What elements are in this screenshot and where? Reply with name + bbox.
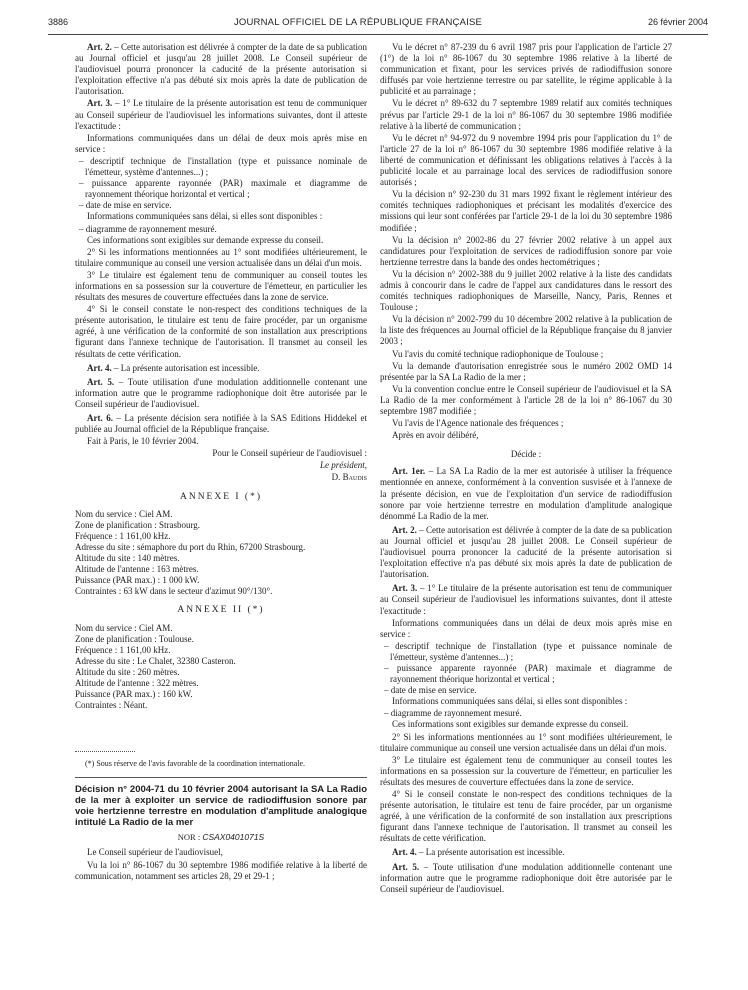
journal-title: JOURNAL OFFICIEL DE LA RÉPUBLIQUE FRANÇAISE xyxy=(233,16,483,28)
list-item: – date de mise en service. xyxy=(79,200,172,211)
signature-name: D. Baudis xyxy=(331,472,367,483)
vu-paragraph: Vu le décret n° 87-239 du 6 avril 1987 pris pour l'application de l'article 27 (1°) de la loi n° 86-1067 du 30 septembre 1986 relative à la liberté de communication et fixant, pour les services privés de radiodiffusion sonore diffusés par voie hertzienne terrestre ou par satellite, le régime applicable à la publicité et au parrainage ; xyxy=(380,42,672,97)
list-item: – puissance apparente rayonnée (PAR) maximale et diagramme de rayonnement théorique horizontal et vertical ; xyxy=(384,662,672,685)
article-5: Art. 5. – Toute utilisation d'une modulation additionnelle contenant une information autre que le programme radiophonique doit être autorisée par le Conseil supérieur de l'audiovisuel. xyxy=(380,861,672,894)
vu-paragraph: Vu la décision n° 92-230 du 31 mars 1992 fixant le règlement intérieur des comités techniques radiophoniques et précisant les modalités d'exercice des missions qui leur sont conférées par l'article 29-1 de la loi du 30 septembre 1986 modifiée ; xyxy=(380,189,672,233)
list-item: Adresse du site : sémaphore du port du Rhin, 67200 Strasbourg. xyxy=(75,541,306,552)
vu-paragraph: Vu la décision n° 2002-86 du 27 février 2002 relative à un appel aux candidatures pour l'exploitation de services de radiodiffusion sonore par voie hertzienne terrestre dans la bande des ondes hectométriques ; xyxy=(380,234,672,267)
annexe-2-title: ANNEXE II (*) xyxy=(177,605,265,616)
list-item: – puissance apparente rayonnée (PAR) maximale et diagramme de rayonnement théorique horizontal et vertical ; xyxy=(79,178,367,200)
annexe-2-list xyxy=(75,623,367,712)
list-item: Altitude de l'antenne : 163 mètres. xyxy=(75,564,199,575)
article-3: Art. 3. – 1° Le titulaire de la présente autorisation est tenu de communiquer au Conseil supérieur de l'audiovisuel les informations suivantes, dont il atteste l'exactitude : xyxy=(380,583,672,616)
vu-paragraph: Vu l'avis du comité technique radiophonique de Toulouse ; xyxy=(392,348,604,359)
list-item: Adresse du site : Le Chalet, 32380 Casteron. xyxy=(75,655,236,666)
list-item: Puissance (PAR max.) : 160 kW. xyxy=(75,689,193,700)
list-item: Altitude du site : 140 mètres. xyxy=(75,553,180,564)
list-item: – diagramme de rayonnement mesuré. xyxy=(79,223,217,234)
list-item: Contraintes : Néant. xyxy=(75,700,148,711)
vu-paragraph: Vu l'avis de l'Agence nationale des fréquences ; xyxy=(392,418,564,429)
info-two-months: Informations communiquées dans un délai de deux mois après mise en service : xyxy=(75,132,367,154)
article-1: Art. 1er. – La SA La Radio de la mer est autorisée à utiliser la fréquence mentionnée en annexe, conformément à la convention susvisée et à l'annexe de la présente décision, en vue de l'exploitation d'un service de radiodiffusion sonore par voie hertzienne terrestre en modulation d'amplitude analogique dénommé La Radio de la mer. xyxy=(380,466,672,521)
decision-title: Décision n° 2004-71 du 10 février 2004 autorisant la SA La Radio de la mer à exploiter un service de radiodiffusion sonore par voie hertzienne terrestre en modulation d'amplitude analogique intitulé La Radio de la mer xyxy=(75,784,367,829)
paragraph-3: 3° Le titulaire est également tenu de communiquer au conseil toutes les informations en sa possession sur la couverture de l'émetteur, en particulier les résultats des mesures de couverture effectuées dans la zone de service. xyxy=(380,754,672,787)
list-item: – date de mise en service. xyxy=(384,685,477,696)
list-item: Zone de planification : Toulouse. xyxy=(75,633,194,644)
vu-paragraph: Vu la décision n° 2002-799 du 10 décembre 2002 relative à la publication de la liste des fréquences au Journal officiel de la République française du 8 janvier 2003 ; xyxy=(380,314,672,347)
decide-heading: Décide : xyxy=(510,449,542,460)
list-item: Fréquence : 1 161,00 kHz. xyxy=(75,644,171,655)
article-2: Art. 2. – Cette autorisation est délivrée à compter de la date de sa publication au Journal officiel et jusqu'au 28 juillet 2008. Le Conseil supérieur de l'audiovisuel pourra prononcer la caducité de la présente autorisation si l'exploitation effective n'a pas débuté six mois après la date de publication de l'autorisation. xyxy=(380,524,672,580)
info-on-demand: Ces informations sont exigibles sur demande expresse du conseil. xyxy=(392,719,629,730)
right-column xyxy=(380,42,672,990)
page-number: 3886 xyxy=(48,17,69,27)
vu-paragraph: Vu la décision n° 2002-388 du 9 juillet 2002 relative à la liste des candidats admis à concourir dans le cadre de l'appel aux candidatures dans le ressort des comités techniques radiophoniques de Marseille, Nancy, Paris, Rennes et Toulouse ; xyxy=(380,268,672,313)
apres-deliberation: Après en avoir délibéré, xyxy=(392,430,479,441)
list-item: Puissance (PAR max.) : 1 000 kW. xyxy=(75,575,200,586)
list-item: Altitude de l'antenne : 322 mètres. xyxy=(75,677,199,688)
list-item: – descriptif technique de l'installation (type et puissance nominale de l'émetteur, système d'antennes...) ; xyxy=(79,155,367,178)
article-2: Art. 2. – Cette autorisation est délivrée à compter de la date de sa publication au Journal officiel et jusqu'au 28 juillet 2008. Le Conseil supérieur de l'audiovisuel pourra prononcer la caducité de la présente autorisation si l'exploitation effective n'a pas débuté six mois après la date de publication de l'autorisation. xyxy=(75,42,367,97)
paragraph-2: 2° Si les informations mentionnées au 1° sont modifiées ultérieurement, le titulaire communique au conseil une version actualisée dans un délai d'un mois. xyxy=(380,731,672,753)
vu-paragraph: Vu le décret n° 89-632 du 7 septembre 1989 relatif aux comités techniques prévus par l'article 29-1 de la loi n° 86-1067 du 30 septembre 1986 modifiée relative à la liberté de communication ; xyxy=(380,98,672,131)
section-divider xyxy=(75,777,367,778)
article-5: Art. 5. – Toute utilisation d'une modulation additionnelle contenant une information autre que le programme radiophonique doit être autorisée par le Conseil supérieur de l'audiovisuel. xyxy=(75,376,367,409)
page-header xyxy=(48,14,708,30)
article-4: Art. 4. – La présente autorisation est incessible. xyxy=(392,847,565,858)
list-item: Nom du service : Ciel AM. xyxy=(75,622,173,633)
vu-paragraph: Vu le décret n° 94-972 du 9 novembre 1994 pris pour l'application du 1° de l'article 27 de la loi n° 86-1067 du 30 septembre 1986 modifiée relative à la liberté de communication et définissant les obligations relatives à l'accès à la publicité locale et au parrainage local des services de radiodiffusion sonore autorisés ; xyxy=(380,132,672,188)
le-conseil: Le Conseil supérieur de l'audiovisuel, xyxy=(87,847,223,858)
signature-date: Fait à Paris, le 10 février 2004. xyxy=(87,436,199,447)
annexe-1-title: ANNEXE I (*) xyxy=(179,491,263,502)
list-item: Zone de planification : Strasbourg. xyxy=(75,519,201,530)
vu-paragraph: Vu la convention conclue entre le Conseil supérieur de l'audiovisuel et la SA La Radio de la mer conformément à l'article 28 de la loi n° 86-1067 du 30 septembre 1987 modifiée ; xyxy=(380,383,672,416)
article-4: Art. 4. – La présente autorisation est incessible. xyxy=(87,362,260,373)
annexe-1-list xyxy=(75,509,367,598)
info-two-months: Informations communiquées dans un délai de deux mois après mise en service : xyxy=(380,617,672,639)
paragraph-2: 2° Si les informations mentionnées au 1° sont modifiées ultérieurement, le titulaire communique au conseil une version actualisée dans un délai d'un mois. xyxy=(75,246,367,268)
nor-reference: NOR : CSAX0401071S xyxy=(177,832,265,843)
info-on-demand: Ces informations sont exigibles sur demande expresse du conseil. xyxy=(87,234,324,245)
list-item: Contraintes : 63 kW dans le secteur d'azimut 90°/130°. xyxy=(75,586,273,597)
info-immediate: Informations communiquées sans délai, si elles sont disponibles : xyxy=(392,696,628,707)
info-immediate: Informations communiquées sans délai, si elles sont disponibles : xyxy=(87,211,323,222)
publication-date: 26 février 2004 xyxy=(647,17,708,27)
header-rule xyxy=(48,34,708,35)
paragraph-3: 3° Le titulaire est également tenu de communiquer au conseil toutes les informations en sa possession sur la couverture de l'émetteur, en particulier les résultats des mesures de couverture effectuées dans la zone de service. xyxy=(75,269,367,303)
article-3: Art. 3. – 1° Le titulaire de la présente autorisation est tenu de communiquer au Conseil supérieur de l'audiovisuel les informations suivantes, dont il atteste l'exactitude : xyxy=(75,98,367,131)
signature-for: Pour le Conseil supérieur de l'audiovisuel : xyxy=(212,448,367,459)
list-item: Altitude du site : 260 mètres. xyxy=(75,666,180,677)
vu-loi: Vu la loi n° 86-1067 du 30 septembre 1986 modifiée relative à la liberté de communication, notamment ses articles 28, 29 et 29-1 ; xyxy=(75,859,367,881)
article-6: Art. 6. – La présente décision sera notifiée à la SAS Editions Hiddekel et publiée au Journal officiel de la République française. xyxy=(75,413,367,435)
vu-paragraph: Vu la demande d'autorisation enregistrée sous le numéro 2002 OMD 14 présentée par la SA La Radio de la mer ; xyxy=(380,360,672,382)
list-item: Nom du service : Ciel AM. xyxy=(75,508,173,519)
paragraph-4: 4° Si le conseil constate le non-respect des conditions techniques de la présente autorisation, le titulaire est tenu de faire procéder, par un organisme agréé, à une vérification de la conformité de son installation aux prescriptions figurant dans l'annexe technique de l'autorisation. Il transmet au conseil les résultats de cette vérification. xyxy=(75,304,367,359)
footnote-rule xyxy=(75,751,135,752)
left-column xyxy=(75,42,367,990)
list-item: Fréquence : 1 161,00 kHz. xyxy=(75,530,171,541)
list-item: – descriptif technique de l'installation (type et puissance nominale de l'émetteur, système d'antennes...) ; xyxy=(384,640,672,662)
paragraph-4: 4° Si le conseil constate le non-respect des conditions techniques de la présente autorisation, le titulaire est tenu de faire procéder, par un organisme agréé, à une vérification de la conformité de son installation aux prescriptions figurant dans l'annexe technique de l'autorisation. Il transmet au conseil les résultats de cette vérification. xyxy=(380,789,672,844)
footnote: (*) Sous réserve de l'avis favorable de la coordination internationale. xyxy=(85,759,306,769)
signature-role: Le président, xyxy=(320,460,367,471)
list-item: – diagramme de rayonnement mesuré. xyxy=(384,708,522,719)
